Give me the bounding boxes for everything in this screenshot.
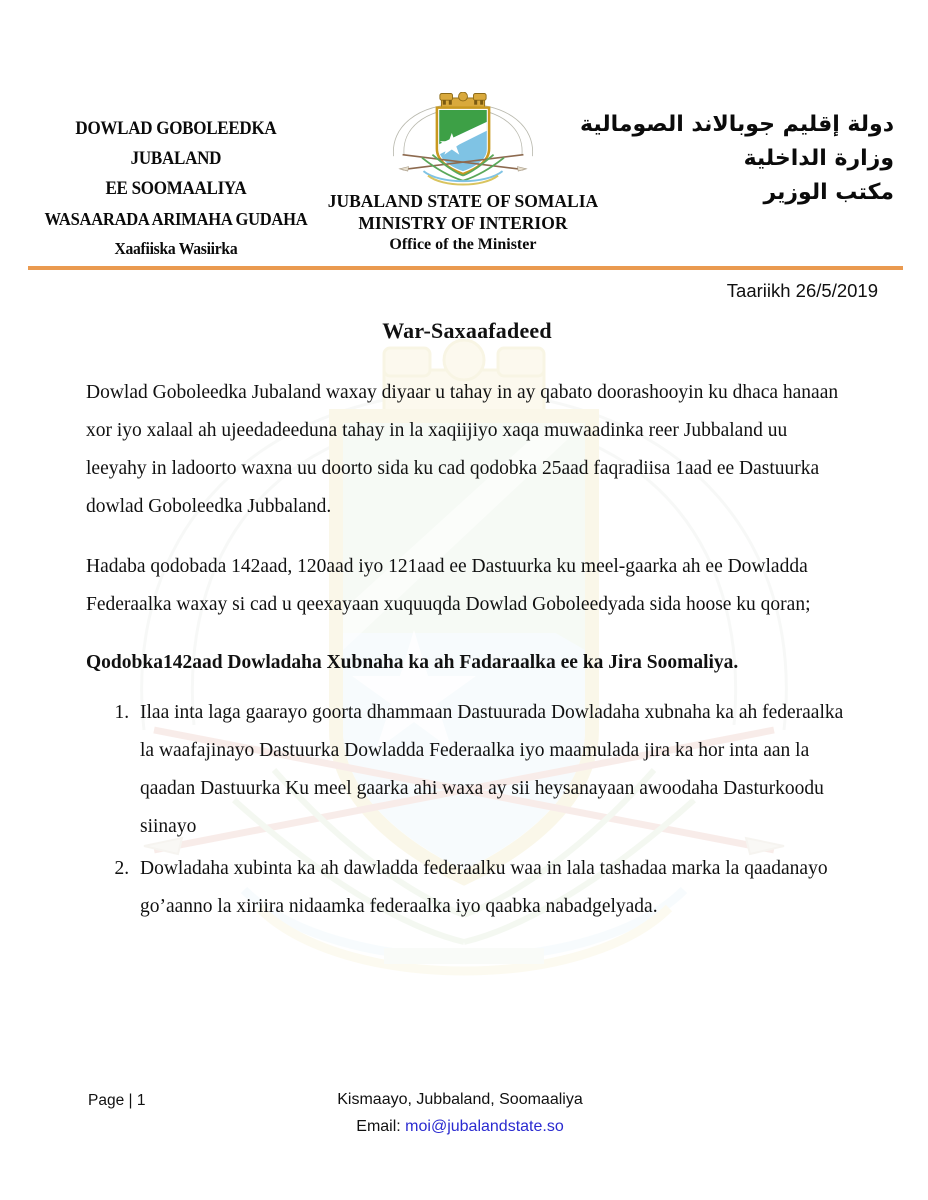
header-left-line2: EE SOOMAALIYA <box>105 179 247 199</box>
list-item: 2. Dowladaha xubinta ka ah dawladda federaalku waa in lala tashadaa marka la qaadanayo go’aanno la xiriira nidaamka federaalka iyo qaabka nabadgelyada. <box>134 850 848 926</box>
section-heading: Qodobka142aad Dowladaha Xubnaha ka ah Fadaraalka ee ka Jira Soomaliya. <box>86 652 739 673</box>
jubaland-emblem-icon <box>377 92 549 186</box>
header-center-line1: JUBALAND STATE OF SOMALIA <box>327 191 599 211</box>
body-paragraph: Hadaba qodobada 142aad, 120aad iyo 121aad ee Dastuurka ku meel-gaarka ah ee Dowladda Federaalka waxay si cad u qeexayaan xuquuqda Dowlad Goboleedyada sida hoose ku qoran; <box>86 556 811 615</box>
header-divider-rule <box>28 266 903 270</box>
header-arabic-line3: مكتب الوزير <box>763 180 894 205</box>
page-number: Page | 1 <box>88 1092 146 1109</box>
header-left-line1: DOWLAD GOBOLEEDKA JUBALAND <box>75 119 277 169</box>
list-item: 1. Ilaa inta laga gaarayo goorta dhammaan Dastuurada Dowladaha xubnaha ka ah federaalka la waafajinayo Dastuurka Dowladda Federaalka iyo maamulada jira ka hor inta aan la qaadan Dastuurka Ku meel gaarka ahi waxa ay sii heysanayaan awoodaha Dasturkoodu siinayo <box>134 694 848 846</box>
footer-address: Kismaayo, Jubbaland, Soomaaliya <box>337 1091 583 1108</box>
clause-list <box>86 694 848 926</box>
footer-email-line <box>260 1113 660 1140</box>
header-center-block <box>322 92 604 256</box>
header-left-line4: Xaafiiska Wasiirka <box>114 239 238 258</box>
header-right-block-arabic <box>580 96 898 210</box>
header-center-line3: Office of the Minister <box>389 236 537 253</box>
footer-email-link[interactable]: moi@jubalandstate.so <box>405 1118 564 1135</box>
header-center-line2: MINISTRY OF INTERIOR <box>358 213 568 233</box>
page-title: War-Saxaafadeed <box>382 318 552 343</box>
header-left-block <box>30 96 322 264</box>
footer-contact-block <box>260 1086 660 1140</box>
letterhead-header <box>0 0 928 264</box>
date-line: Taariikh 26/5/2019 <box>726 280 878 301</box>
footer-email-label: Email: <box>356 1118 406 1135</box>
header-arabic-line2: وزارة الداخلية <box>743 146 894 171</box>
header-arabic-line1: دولة إقليم جوبالاند الصومالية <box>580 112 894 137</box>
header-left-line3: WASAARADA ARIMAHA GUDAHA <box>44 209 308 229</box>
document-body <box>86 318 848 930</box>
body-paragraph: Dowlad Goboleedka Jubaland waxay diyaar u tahay in ay qabato doorashooyin ku dhaca hanaan xor iyo xalaal ah ujeedadeeduna tahay in la xaqiijiyo xaqa muwaadinka reer Jubbaland uu leeyahy in ladoorto waxna uu doorto sida ku cad qodobka 25aad faqradiisa 1aad ee Dastuurka dowlad Goboleedka Jubbaland. <box>86 382 839 517</box>
